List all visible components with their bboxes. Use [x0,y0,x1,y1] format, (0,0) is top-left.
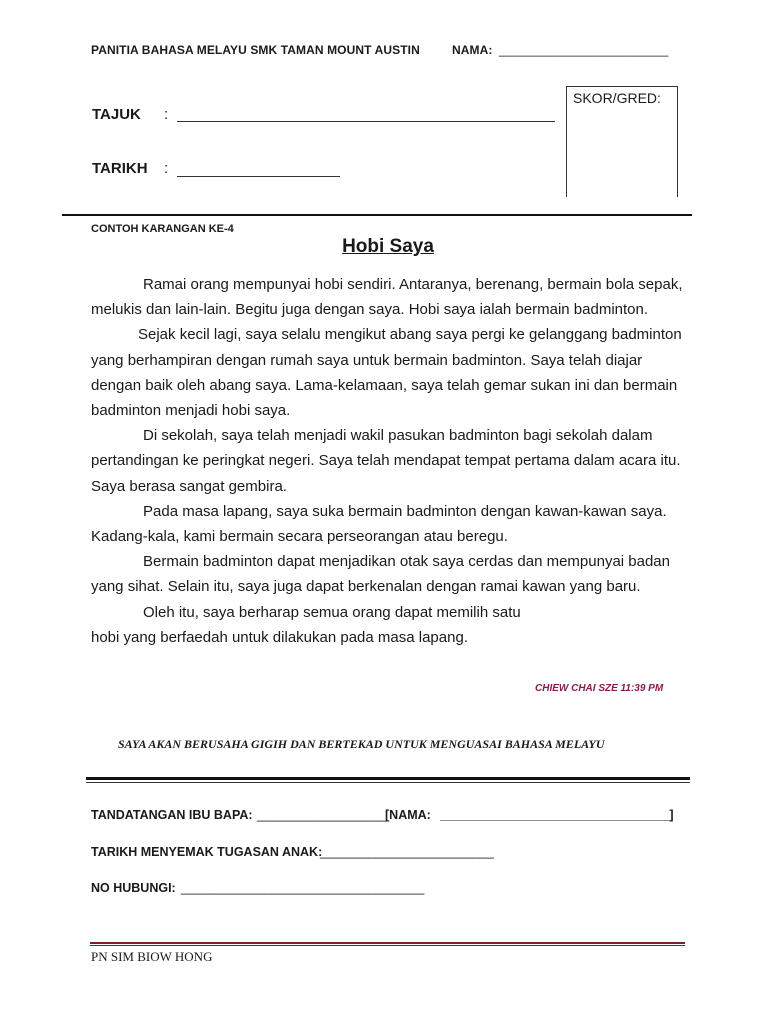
tajuk-colon: : [164,106,169,123]
signature-line[interactable]: ___________________ [257,808,390,822]
school-header: PANITIA BAHASA MELAYU SMK TAMAN MOUNT AUSTIN [91,43,420,57]
signature-label: TANDATANGAN IBU BAPA: [91,808,253,822]
nama-label: NAMA: [452,43,493,57]
paragraph-3: Di sekolah, saya telah menjadi wakil pasukan badminton bagi sekolah dalam pertandingan ke peringkat negeri. Saya telah mendapat tempat pertama dalam acara itu. Saya berasa sangat gembira. [91,427,681,495]
paragraph-1: Ramai orang mempunyai hobi sendiri. Antaranya, berenang, bermain bola sepak, melukis dan lain-lain. Begitu juga dengan saya. Hobi saya ialah bermain badminton. [91,276,683,319]
score-box [566,86,678,197]
top-divider [62,214,692,216]
author-stamp: CHIEW CHAI SZE 11:39 PM [535,683,664,694]
footer-rule-bottom [90,945,685,946]
check-date-line[interactable]: _________________________ [320,845,494,859]
score-box-label: SKOR/GRED: [573,90,661,106]
form-divider-top [86,777,690,780]
essay-title: Hobi Saya [342,236,434,257]
paragraph-2: Sejak kecil lagi, saya selalu mengikut abang saya pergi ke gelanggang badminton yang berhampiran dengan rumah saya untuk bermain badminton. Saya telah diajar dengan baik oleh abang saya. Lama-kelamaan, saya telah gemar sukan ini dan bermain badminton menjadi hobi saya. [91,326,682,420]
teacher-name: PN SIM BIOW HONG [91,949,213,964]
footer-rule-top [90,942,685,944]
tarikh-colon: : [164,160,169,177]
nama-line[interactable]: _________________________ [499,43,669,57]
check-date-label: TARIKH MENYEMAK TUGASAN ANAK: [91,845,323,859]
parent-nama-line[interactable]: _________________________________] [440,808,674,822]
tarikh-input-line[interactable] [177,176,340,177]
section-label: CONTOH KARANGAN KE-4 [91,223,234,235]
tarikh-label: TARIKH [92,160,148,177]
essay-body [91,272,688,650]
tajuk-input-line[interactable] [177,121,555,122]
form-divider-bottom [86,782,690,783]
motto: SAYA AKAN BERUSAHA GIGIH DAN BERTEKAD UNTUK MENGUASAI BAHASA MELAYU [118,737,605,751]
paragraph-6: Oleh itu, saya berharap semua orang dapat memilih satu hobi yang berfaedah untuk dilakukan pada masa lapang. [91,603,521,646]
paragraph-4: Pada masa lapang, saya suka bermain badminton dengan kawan-kawan saya. Kadang-kala, kami bermain secara perseorangan atau beregu. [91,502,667,546]
paragraph-5: Bermain badminton dapat menjadikan otak saya cerdas dan mempunyai badan yang sihat. Selain itu, saya juga dapat berkenalan dengan ramai kawan yang baru. [91,553,670,596]
phone-label: NO HUBUNGI: [91,881,176,895]
parent-nama-label: [NAMA: [385,808,431,822]
tajuk-label: TAJUK [92,106,141,123]
phone-line[interactable]: ___________________________________ [181,881,425,895]
